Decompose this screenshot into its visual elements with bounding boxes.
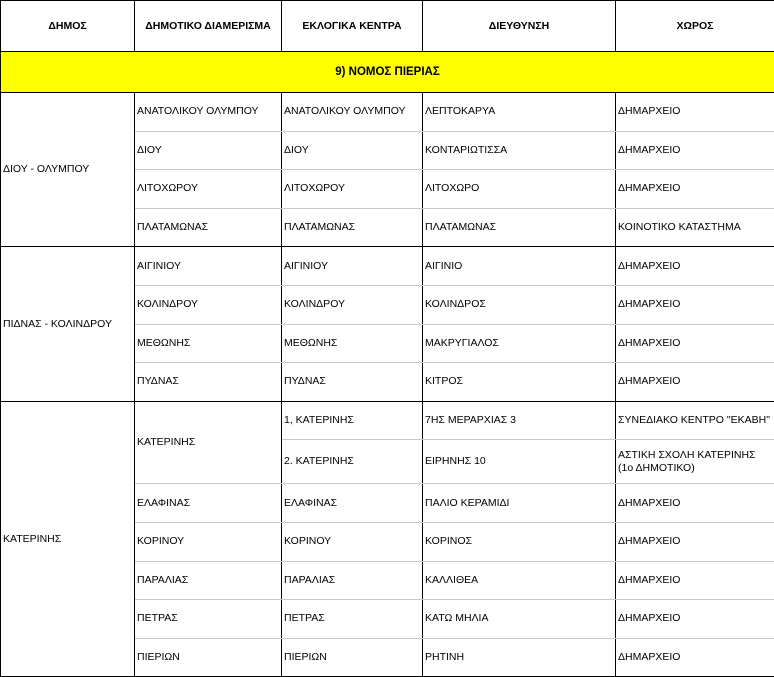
- section-row: [1, 52, 774, 93]
- district-cell: ΕΛΑΦΙΝΑΣ: [135, 484, 282, 523]
- address-cell: ΚΟΝΤΑΡΙΩΤΙΣΣΑ: [423, 131, 616, 170]
- municipality-cell: ΠΙΔΝΑΣ - ΚΟΛΙΝΔΡΟΥ: [1, 247, 135, 401]
- centre-cell: ΛΙΤΟΧΩΡΟΥ: [282, 170, 423, 209]
- centre-cell: ΠΑΡΑΛΙΑΣ: [282, 561, 423, 600]
- centre-cell: ΠΛΑΤΑΜΩΝΑΣ: [282, 208, 423, 247]
- centre-cell: ΚΟΡΙΝΟΥ: [282, 522, 423, 561]
- venue-cell: ΔΗΜΑΡΧΕΙΟ: [616, 600, 774, 639]
- venue-cell: ΔΗΜΑΡΧΕΙΟ: [616, 93, 774, 132]
- municipality-cell: ΚΑΤΕΡΙΝΗΣ: [1, 401, 135, 677]
- address-cell: ΚΙΤΡΟΣ: [423, 363, 616, 402]
- venue-cell: ΔΗΜΑΡΧΕΙΟ: [616, 285, 774, 324]
- district-cell: ΠΥΔΝΑΣ: [135, 363, 282, 402]
- district-cell: ΠΙΕΡΙΩΝ: [135, 638, 282, 677]
- address-cell: ΠΑΛΙΟ ΚΕΡΑΜΙΔΙ: [423, 484, 616, 523]
- district-cell: ΛΙΤΟΧΩΡΟΥ: [135, 170, 282, 209]
- header-address: ΔΙΕΥΘΥΝΣΗ: [423, 1, 616, 52]
- centre-cell: ΚΟΛΙΝΔΡΟΥ: [282, 285, 423, 324]
- venue-cell: ΣΥΝΕΔΙΑΚΟ ΚΕΝΤΡΟ "ΕΚΑΒΗ": [616, 401, 774, 440]
- venue-cell: ΔΗΜΑΡΧΕΙΟ: [616, 170, 774, 209]
- address-cell: ΡΗΤΙΝΗ: [423, 638, 616, 677]
- table-row: [1, 401, 774, 440]
- address-cell: 7ΗΣ ΜΕΡΑΡΧΙΑΣ 3: [423, 401, 616, 440]
- centre-cell: ΕΛΑΦΙΝΑΣ: [282, 484, 423, 523]
- district-cell: ΑΙΓΙΝΙΟΥ: [135, 247, 282, 286]
- header-polling-centres: ΕΚΛΟΓΙΚΑ ΚΕΝΤΡΑ: [282, 1, 423, 52]
- centre-cell: 2. ΚΑΤΕΡΙΝΗΣ: [282, 440, 423, 484]
- address-cell: ΕΙΡΗΝΗΣ 10: [423, 440, 616, 484]
- venue-cell: ΔΗΜΑΡΧΕΙΟ: [616, 247, 774, 286]
- district-cell: ΑΝΑΤΟΛΙΚΟΥ ΟΛΥΜΠΟΥ: [135, 93, 282, 132]
- table-row: [1, 93, 774, 132]
- centre-cell: ΜΕΘΩΝΗΣ: [282, 324, 423, 363]
- table-row: [1, 247, 774, 286]
- centre-cell: ΔΙΟΥ: [282, 131, 423, 170]
- address-cell: ΛΙΤΟΧΩΡΟ: [423, 170, 616, 209]
- centre-cell: ΠΕΤΡΑΣ: [282, 600, 423, 639]
- municipality-cell: ΔΙΟΥ - ΟΛΥΜΠΟΥ: [1, 93, 135, 247]
- centre-cell: 1, ΚΑΤΕΡΙΝΗΣ: [282, 401, 423, 440]
- district-cell: ΜΕΘΩΝΗΣ: [135, 324, 282, 363]
- district-cell: ΔΙΟΥ: [135, 131, 282, 170]
- venue-cell: ΔΗΜΑΡΧΕΙΟ: [616, 522, 774, 561]
- address-cell: ΚΑΤΩ ΜΗΛΙΑ: [423, 600, 616, 639]
- header-venue: ΧΩΡΟΣ: [616, 1, 774, 52]
- venue-cell: ΔΗΜΑΡΧΕΙΟ: [616, 363, 774, 402]
- venue-cell: ΑΣΤΙΚΗ ΣΧΟΛΗ ΚΑΤΕΡΙΝΗΣ (1ο ΔΗΜΟΤΙΚΟ): [616, 440, 774, 484]
- centre-cell: ΠΙΕΡΙΩΝ: [282, 638, 423, 677]
- district-cell: ΠΛΑΤΑΜΩΝΑΣ: [135, 208, 282, 247]
- section-title: 9) ΝΟΜΟΣ ΠΙΕΡΙΑΣ: [1, 52, 774, 93]
- address-cell: ΠΛΑΤΑΜΩΝΑΣ: [423, 208, 616, 247]
- district-cell: ΠΑΡΑΛΙΑΣ: [135, 561, 282, 600]
- district-cell: ΠΕΤΡΑΣ: [135, 600, 282, 639]
- venue-cell: ΔΗΜΑΡΧΕΙΟ: [616, 484, 774, 523]
- header-municipality: ΔΗΜΟΣ: [1, 1, 135, 52]
- venue-cell: ΚΟΙΝΟΤΙΚΟ ΚΑΤΑΣΤΗΜΑ: [616, 208, 774, 247]
- address-cell: ΜΑΚΡΥΓΙΑΛΟΣ: [423, 324, 616, 363]
- venue-cell: ΔΗΜΑΡΧΕΙΟ: [616, 131, 774, 170]
- address-cell: ΛΕΠΤΟΚΑΡΥΑ: [423, 93, 616, 132]
- venue-cell: ΔΗΜΑΡΧΕΙΟ: [616, 324, 774, 363]
- header-district: ΔΗΜΟΤΙΚΟ ΔΙΑΜΕΡΙΣΜΑ: [135, 1, 282, 52]
- centre-cell: ΑΝΑΤΟΛΙΚΟΥ ΟΛΥΜΠΟΥ: [282, 93, 423, 132]
- venue-cell: ΔΗΜΑΡΧΕΙΟ: [616, 561, 774, 600]
- header-row: [1, 1, 774, 52]
- venue-cell: ΔΗΜΑΡΧΕΙΟ: [616, 638, 774, 677]
- address-cell: ΚΑΛΛΙΘΕΑ: [423, 561, 616, 600]
- address-cell: ΚΟΡΙΝΟΣ: [423, 522, 616, 561]
- district-cell: ΚΑΤΕΡΙΝΗΣ: [135, 401, 282, 484]
- address-cell: ΑΙΓΙΝΙΟ: [423, 247, 616, 286]
- district-cell: ΚΟΛΙΝΔΡΟΥ: [135, 285, 282, 324]
- centre-cell: ΠΥΔΝΑΣ: [282, 363, 423, 402]
- centre-cell: ΑΙΓΙΝΙΟΥ: [282, 247, 423, 286]
- address-cell: ΚΟΛΙΝΔΡΟΣ: [423, 285, 616, 324]
- district-cell: ΚΟΡΙΝΟΥ: [135, 522, 282, 561]
